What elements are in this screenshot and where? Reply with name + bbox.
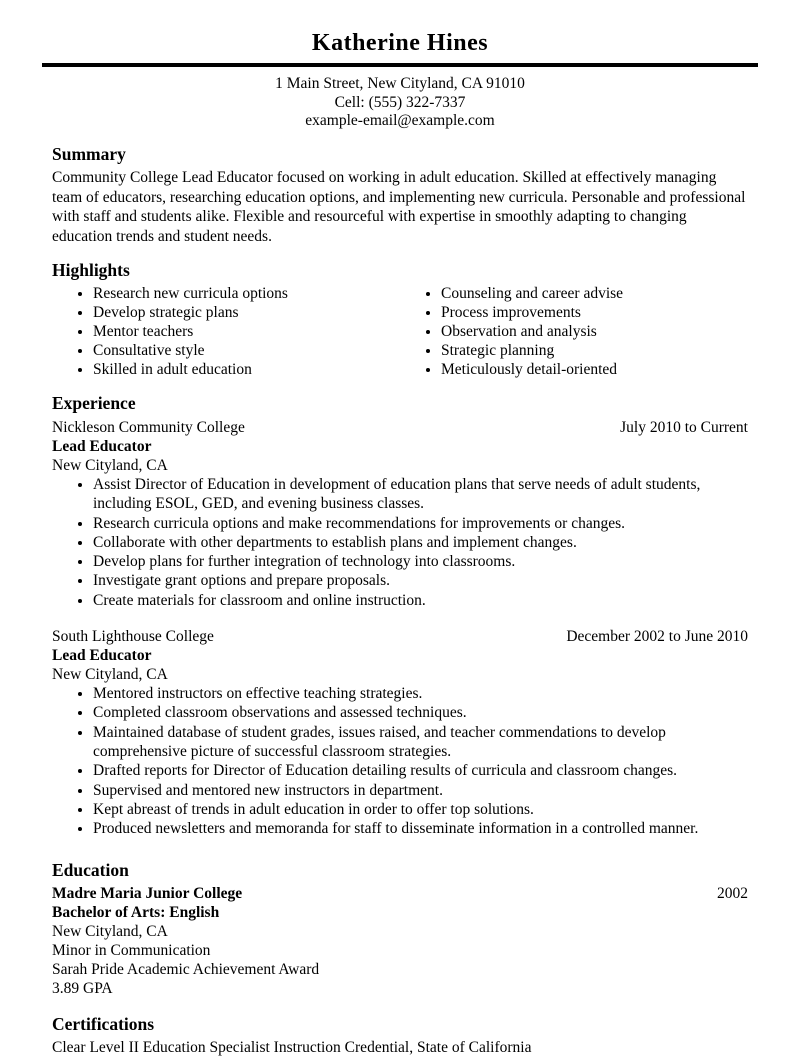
contact-phone: Cell: (555) 322-7337 [334, 93, 466, 111]
highlights-right-column [400, 284, 748, 379]
highlight-item: • Observation and analysis [441, 322, 748, 341]
education-heading: Education [52, 860, 129, 881]
job-header-row [52, 418, 748, 437]
education-header-row [52, 884, 748, 903]
highlight-item: • Mentor teachers [93, 322, 400, 341]
section-highlights [52, 260, 748, 379]
highlight-item: • Meticulously detail-oriented [441, 360, 748, 379]
job-bullet: • Drafted reports for Director of Education detailing results of curricula and classroom changes. [93, 761, 748, 780]
job-title: Lead Educator [52, 438, 152, 455]
highlights-left-list [52, 284, 400, 379]
section-summary [52, 144, 748, 246]
certifications-heading: Certifications [52, 1014, 155, 1035]
job-bullet: • Produced newsletters and memoranda for staff to disseminate information in a controlled manner. [93, 819, 748, 838]
highlight-item: • Skilled in adult education [93, 360, 400, 379]
highlight-item: • Strategic planning [441, 341, 748, 360]
person-name: Katherine Hines [311, 30, 489, 56]
job-bullet: • Research curricula options and make recommendations for improvements or changes. [93, 514, 748, 533]
highlight-item: • Consultative style [93, 341, 400, 360]
highlight-item: • Process improvements [441, 303, 748, 322]
experience-job-1 [52, 418, 748, 610]
job-title: Lead Educator [52, 647, 152, 665]
education-degree: Bachelor of Arts: English [52, 904, 220, 922]
job-bullet: • Investigate grant options and prepare proposals. [93, 571, 748, 590]
highlights-heading: Highlights [52, 260, 130, 280]
job-company: Nickleson Community College [52, 419, 245, 436]
education-gpa: 3.89 GPA [52, 980, 113, 998]
job-bullet: • Create materials for classroom and online instruction. [93, 591, 748, 610]
job-bullet: • Collaborate with other departments to establish plans and implement changes. [93, 533, 748, 552]
highlight-item: • Counseling and career advise [441, 284, 748, 303]
highlights-columns [52, 284, 748, 379]
job-bullet: • Develop plans for further integration of technology into classrooms. [93, 552, 748, 571]
job-location: New Cityland, CA [52, 457, 168, 474]
highlights-left-column [52, 284, 400, 379]
section-experience [52, 393, 748, 838]
certifications-text: Clear Level II Education Specialist Instruction Credential, State of California [52, 1039, 532, 1057]
summary-text: Community College Lead Educator focused on working in adult education. Skilled at effectively managing team of educators, researching education options, and implementing new curricula. Personable and professional with staff and students alike. Flexible and resourceful with expertise in smoothly adapting to changing education trends and student needs. [52, 169, 746, 245]
highlight-item: • Research new curricula options [93, 284, 400, 303]
resume-header [52, 30, 748, 130]
job-dates: December 2002 to June 2010 [566, 628, 748, 646]
contact-block [52, 75, 748, 130]
job-bullet: • Assist Director of Education in development of education plans that serve needs of adult students, including ESOL, GED, and evening business classes. [93, 475, 748, 514]
section-education [52, 860, 748, 998]
section-certifications [52, 1014, 748, 1058]
job-bullet: • Mentored instructors on effective teaching strategies. [93, 684, 748, 703]
job-company: South Lighthouse College [52, 628, 214, 646]
header-divider-rule [42, 63, 758, 67]
education-minor: Minor in Communication [52, 942, 211, 960]
experience-job-2 [52, 627, 748, 838]
education-year: 2002 [717, 885, 748, 903]
job-bullet-list [52, 475, 748, 610]
highlight-item: • Develop strategic plans [93, 303, 400, 322]
job-dates: July 2010 to Current [620, 419, 748, 436]
education-school: Madre Maria Junior College [52, 885, 243, 903]
education-award: Sarah Pride Academic Achievement Award [52, 961, 320, 979]
job-bullet: • Maintained database of student grades, issues raised, and teacher commendations to develop comprehensive picture of successful classroom strategies. [93, 723, 748, 762]
contact-address: 1 Main Street, New Cityland, CA 91010 [275, 75, 525, 92]
job-location: New Cityland, CA [52, 666, 168, 684]
summary-heading: Summary [52, 144, 126, 164]
job-bullet-list [52, 684, 748, 838]
job-bullet: • Completed classroom observations and assessed techniques. [93, 703, 748, 722]
education-location: New Cityland, CA [52, 923, 168, 941]
job-header-row [52, 627, 748, 646]
contact-email: example-email@example.com [305, 112, 495, 129]
experience-heading: Experience [52, 393, 136, 413]
job-bullet: • Supervised and mentored new instructors in department. [93, 781, 748, 800]
job-bullet: • Kept abreast of trends in adult education in order to offer top solutions. [93, 800, 748, 819]
highlights-right-list [400, 284, 748, 379]
